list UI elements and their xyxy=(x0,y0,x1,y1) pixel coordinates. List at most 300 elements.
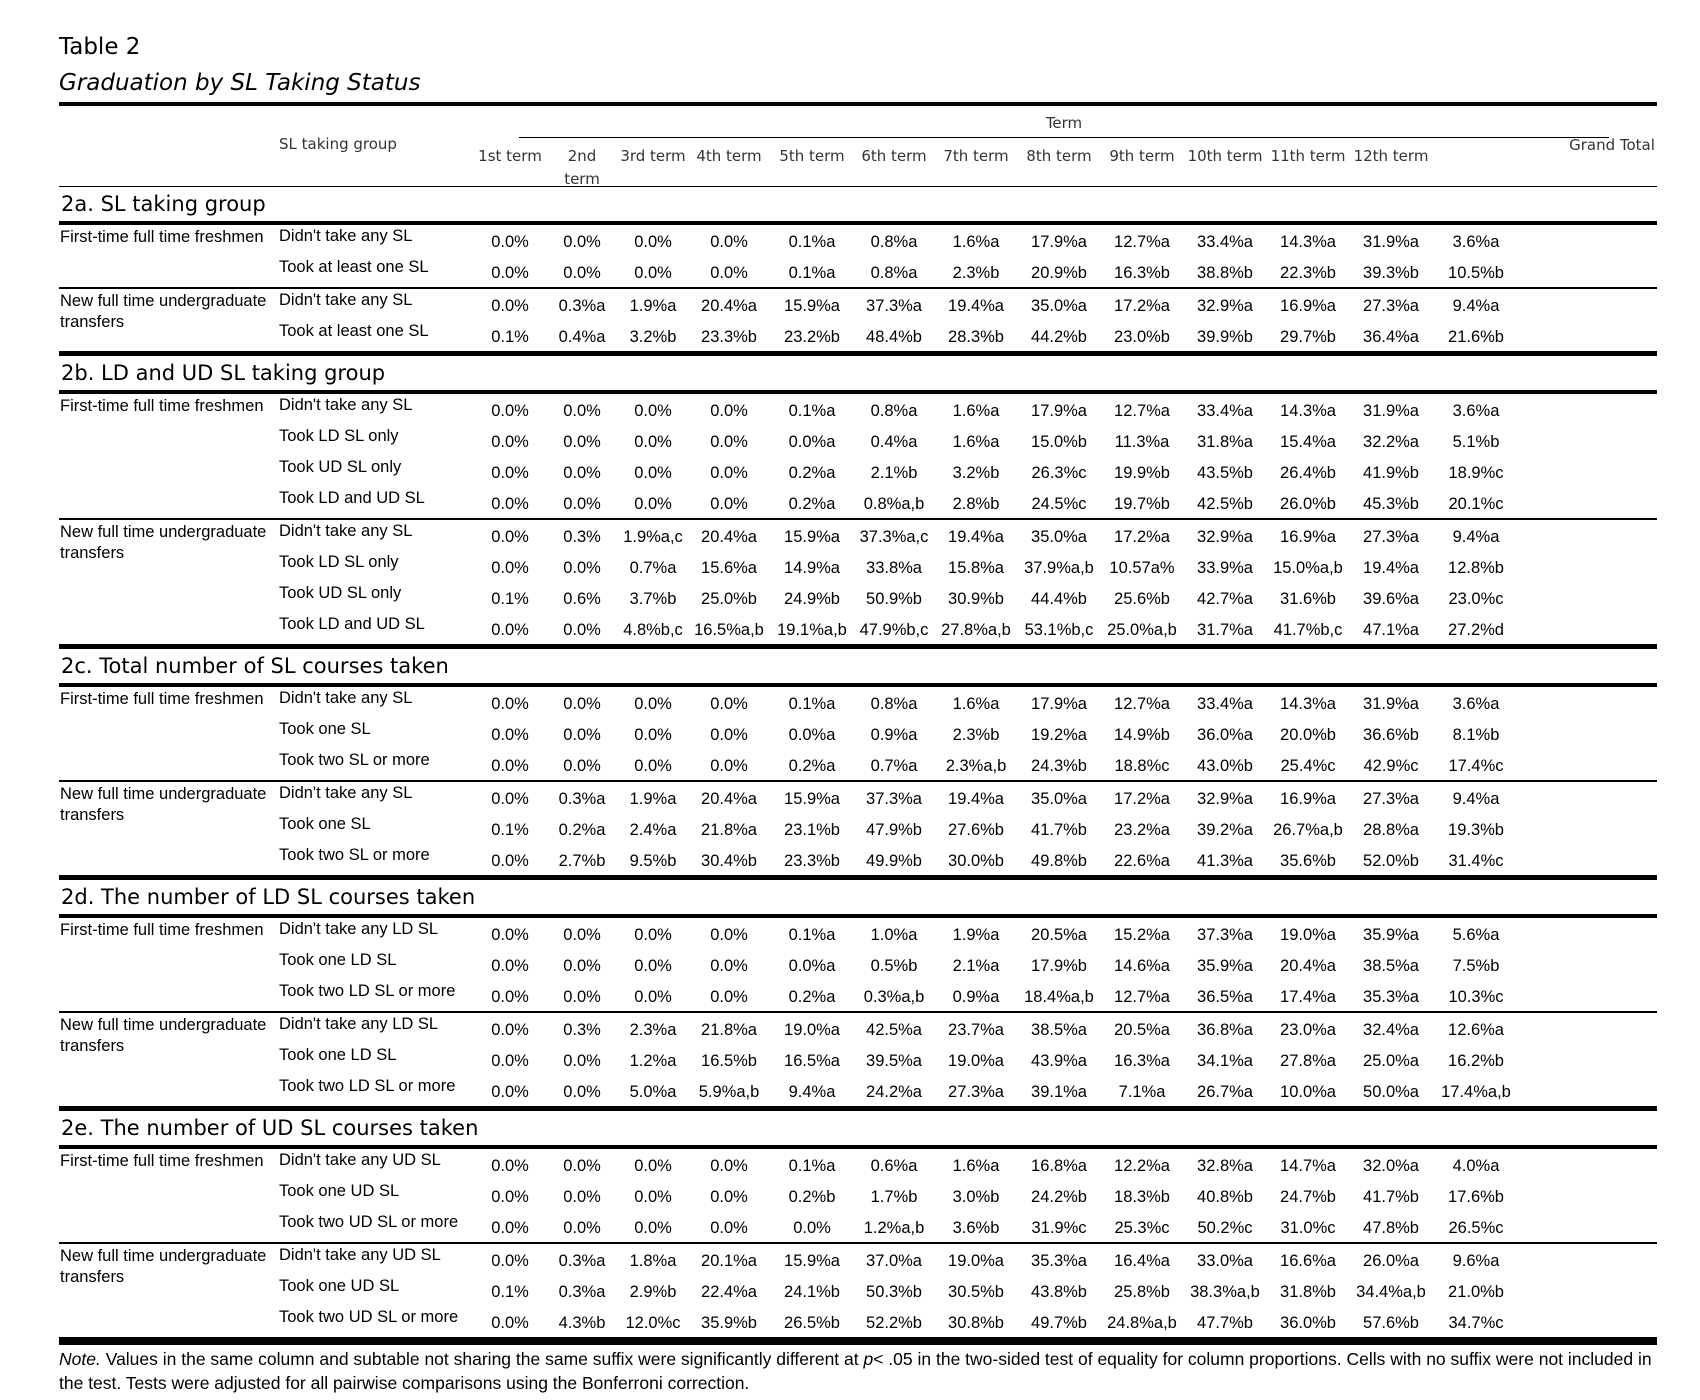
term-cell: 20.1%a xyxy=(701,1252,757,1270)
term-cell: 47.7%b xyxy=(1197,1314,1253,1332)
term-cell: 0.0% xyxy=(491,528,529,546)
table-row xyxy=(59,456,1657,487)
term-cell: 0.0% xyxy=(491,1188,529,1206)
term-cell: 15.2%a xyxy=(1114,926,1170,944)
group-name: First-time full time freshmen xyxy=(60,397,264,415)
term-cell: 0.0% xyxy=(491,433,529,451)
grand-total-cell: 7.5%b xyxy=(1452,957,1500,975)
term-cell: 36.5%a xyxy=(1197,988,1253,1006)
term-cell: 25.0%b xyxy=(701,590,757,608)
term-cell: 5.9%a,b xyxy=(698,1083,760,1101)
student-group xyxy=(59,225,1657,289)
grand-total-cell: 8.1%b xyxy=(1452,726,1500,744)
grand-total-cell: 17.4%c xyxy=(1448,757,1504,775)
term-cell: 0.0%a xyxy=(788,726,836,744)
term-cell: 0.8%a xyxy=(870,402,918,420)
term-cell: 0.0% xyxy=(563,495,601,513)
term-cell: 47.1%a xyxy=(1363,621,1419,639)
term-cell: 22.4%a xyxy=(701,1283,757,1301)
row-label: Took LD SL only xyxy=(279,553,399,571)
term-cell: 0.0% xyxy=(491,297,529,315)
term-cell: 42.7%a xyxy=(1197,590,1253,608)
term-cell: 39.6%a xyxy=(1363,590,1419,608)
term-cell: 0.0% xyxy=(491,559,529,577)
table-row xyxy=(59,1275,1657,1306)
term-cell: 40.8%b xyxy=(1197,1188,1253,1206)
term-cell: 24.5%c xyxy=(1031,495,1087,513)
term-cell: 0.0% xyxy=(491,1021,529,1039)
table-page xyxy=(59,30,1657,1395)
term-cell: 38.5%a xyxy=(1031,1021,1087,1039)
term-cell: 19.1%a,b xyxy=(777,621,847,639)
row-label: Took one SL xyxy=(279,815,371,833)
term-cell: 20.5%a xyxy=(1031,926,1087,944)
term-header-line1: 2nd xyxy=(567,147,597,165)
table-row xyxy=(59,1044,1657,1075)
term-cell: 44.2%b xyxy=(1031,328,1087,346)
term-cell: 37.9%a,b xyxy=(1024,559,1094,577)
term-cell: 17.2%a xyxy=(1114,790,1170,808)
term-cell: 1.2%a xyxy=(629,1052,677,1070)
term-cell: 33.8%a xyxy=(866,559,922,577)
table-row xyxy=(59,749,1657,780)
term-cell: 3.6%b xyxy=(952,1219,1000,1237)
table-row xyxy=(59,394,1657,425)
term-cell: 24.2%b xyxy=(1031,1188,1087,1206)
term-cell: 0.3% xyxy=(563,1021,601,1039)
grand-total-cell: 34.7%c xyxy=(1448,1314,1504,1332)
term-cell: 43.8%b xyxy=(1031,1283,1087,1301)
grand-total-cell: 31.4%c xyxy=(1448,852,1504,870)
term-column-header xyxy=(1265,145,1351,168)
term-cell: 0.0% xyxy=(710,264,748,282)
term-cell: 35.6%b xyxy=(1280,852,1336,870)
sl-taking-group-header: SL taking group xyxy=(279,135,397,153)
term-cell: 42.5%a xyxy=(866,1021,922,1039)
row-label: Didn't take any SL xyxy=(279,522,413,540)
term-cell: 17.4%a xyxy=(1280,988,1336,1006)
term-cell: 39.5%a xyxy=(866,1052,922,1070)
term-cell: 0.0% xyxy=(491,988,529,1006)
term-cell: 50.9%b xyxy=(866,590,922,608)
term-cell: 24.8%a,b xyxy=(1107,1314,1177,1332)
term-cell: 24.3%b xyxy=(1031,757,1087,775)
term-cell: 15.6%a xyxy=(701,559,757,577)
term-column-header xyxy=(1099,145,1185,168)
term-cell: 0.7%a xyxy=(870,757,918,775)
note-text-1: Values in the same column and subtable not sharing the same suffix were significantly different at xyxy=(100,1349,864,1369)
term-cell: 2.4%a xyxy=(629,821,677,839)
grand-total-header: Grand Total xyxy=(1569,136,1655,154)
column-header xyxy=(59,106,1657,186)
term-cell: 0.5%b xyxy=(870,957,918,975)
term-cell: 23.7%a xyxy=(948,1021,1004,1039)
row-label: Took LD SL only xyxy=(279,427,399,445)
term-cell: 14.3%a xyxy=(1280,233,1336,251)
table-row xyxy=(59,320,1657,351)
term-cell: 0.0% xyxy=(563,957,601,975)
term-cell: 1.6%a xyxy=(952,402,1000,420)
term-cell: 0.0% xyxy=(710,495,748,513)
grand-total-cell: 12.8%b xyxy=(1448,559,1504,577)
term-cell: 0.0% xyxy=(491,926,529,944)
note-prefix: Note. xyxy=(59,1349,101,1369)
term-cell: 0.2%a xyxy=(788,988,836,1006)
student-group xyxy=(59,1149,1657,1244)
term-cell: 0.0% xyxy=(793,1219,831,1237)
term-cell: 27.3%a xyxy=(1363,790,1419,808)
grand-total-cell: 10.5%b xyxy=(1448,264,1504,282)
term-cell: 36.6%b xyxy=(1363,726,1419,744)
term-cell: 35.9%b xyxy=(701,1314,757,1332)
grand-total-cell: 3.6%a xyxy=(1452,402,1500,420)
term-cell: 35.0%a xyxy=(1031,297,1087,315)
term-cell: 12.2%a xyxy=(1114,1157,1170,1175)
row-label: Didn't take any SL xyxy=(279,689,413,707)
term-cell: 44.4%b xyxy=(1031,590,1087,608)
term-cell: 15.0%a,b xyxy=(1273,559,1343,577)
term-cell: 33.4%a xyxy=(1197,695,1253,713)
term-header-line1: 11th term xyxy=(1270,147,1346,165)
term-cell: 15.4%a xyxy=(1280,433,1336,451)
term-cell: 48.4%b xyxy=(866,328,922,346)
term-cell: 14.6%a xyxy=(1114,957,1170,975)
term-cell: 10.57a% xyxy=(1109,559,1175,577)
term-cell: 0.3%a xyxy=(558,790,606,808)
term-cell: 0.0% xyxy=(491,621,529,639)
term-cell: 19.0%a xyxy=(784,1021,840,1039)
term-cell: 0.2%a xyxy=(788,464,836,482)
table-title: Graduation by SL Taking Status xyxy=(59,70,421,96)
term-cell: 34.1%a xyxy=(1197,1052,1253,1070)
term-cell: 39.9%b xyxy=(1197,328,1253,346)
term-header-line2: term xyxy=(564,170,600,188)
term-cell: 10.0%a xyxy=(1280,1083,1336,1101)
term-cell: 19.4%a xyxy=(1363,559,1419,577)
term-cell: 16.5%a xyxy=(784,1052,840,1070)
term-cell: 0.0% xyxy=(634,264,672,282)
term-header-line1: 6th term xyxy=(861,147,927,165)
term-cell: 0.1%a xyxy=(788,926,836,944)
term-cell: 38.5%a xyxy=(1363,957,1419,975)
term-cell: 0.0% xyxy=(634,433,672,451)
term-cell: 31.8%a xyxy=(1197,433,1253,451)
term-cell: 32.8%a xyxy=(1197,1157,1253,1175)
term-cell: 0.0% xyxy=(710,926,748,944)
term-cell: 42.9%c xyxy=(1363,757,1419,775)
section-title: 2b. LD and UD SL taking group xyxy=(59,355,1657,394)
term-header-line1: 3rd term xyxy=(620,147,686,165)
term-cell: 37.3%a xyxy=(866,790,922,808)
term-cell: 0.8%a,b xyxy=(863,495,925,513)
term-header-line1: 10th term xyxy=(1187,147,1263,165)
term-cell: 34.4%a,b xyxy=(1356,1283,1426,1301)
term-cell: 52.0%b xyxy=(1363,852,1419,870)
table-row xyxy=(59,582,1657,613)
term-cell: 2.9%b xyxy=(629,1283,677,1301)
grand-total-cell: 18.9%c xyxy=(1448,464,1504,482)
term-column-header xyxy=(851,145,937,168)
term-cell: 50.2%c xyxy=(1197,1219,1253,1237)
term-cell: 28.3%b xyxy=(948,328,1004,346)
term-cell: 22.6%a xyxy=(1114,852,1170,870)
term-cell: 35.0%a xyxy=(1031,790,1087,808)
term-cell: 0.0% xyxy=(491,790,529,808)
grand-total-cell: 12.6%a xyxy=(1448,1021,1504,1039)
term-cell: 12.7%a xyxy=(1114,988,1170,1006)
term-cell: 32.9%a xyxy=(1197,297,1253,315)
term-cell: 26.7%a,b xyxy=(1273,821,1343,839)
term-column-header xyxy=(1348,145,1434,168)
term-cell: 0.1%a xyxy=(788,264,836,282)
term-cell: 36.8%a xyxy=(1197,1021,1253,1039)
table-row xyxy=(59,1211,1657,1242)
term-cell: 2.3%a,b xyxy=(945,757,1007,775)
term-cell: 15.9%a xyxy=(784,790,840,808)
term-cell: 0.0% xyxy=(634,233,672,251)
term-cell: 17.2%a xyxy=(1114,297,1170,315)
student-group xyxy=(59,1013,1657,1110)
term-cell: 32.0%a xyxy=(1363,1157,1419,1175)
term-cell: 23.0%b xyxy=(1114,328,1170,346)
term-cell: 0.0% xyxy=(634,957,672,975)
row-label: Took one UD SL xyxy=(279,1277,400,1295)
term-cell: 49.8%b xyxy=(1031,852,1087,870)
table-row xyxy=(59,718,1657,749)
term-cell: 0.0% xyxy=(491,1083,529,1101)
term-cell: 0.0% xyxy=(491,757,529,775)
term-cell: 37.3%a xyxy=(866,297,922,315)
term-cell: 0.0% xyxy=(563,233,601,251)
term-cell: 42.5%b xyxy=(1197,495,1253,513)
term-cell: 41.3%a xyxy=(1197,852,1253,870)
table-row xyxy=(59,980,1657,1011)
term-cell: 16.5%a,b xyxy=(694,621,764,639)
table-row xyxy=(59,289,1657,320)
grand-total-cell: 9.4%a xyxy=(1452,297,1500,315)
term-cell: 12.7%a xyxy=(1114,233,1170,251)
term-cell: 0.0% xyxy=(634,1188,672,1206)
term-cell: 16.6%a xyxy=(1280,1252,1336,1270)
term-cell: 53.1%b,c xyxy=(1024,621,1094,639)
term-cell: 39.1%a xyxy=(1031,1083,1087,1101)
term-cell: 0.0% xyxy=(563,695,601,713)
term-cell: 0.1%a xyxy=(788,1157,836,1175)
term-cell: 0.0% xyxy=(491,1157,529,1175)
term-cell: 26.4%b xyxy=(1280,464,1336,482)
term-cell: 0.0% xyxy=(491,402,529,420)
group-name: First-time full time freshmen xyxy=(60,690,264,708)
term-cell: 25.3%c xyxy=(1114,1219,1170,1237)
term-cell: 39.2%a xyxy=(1197,821,1253,839)
term-cell: 1.8%a xyxy=(629,1252,677,1270)
row-label: Didn't take any UD SL xyxy=(279,1246,441,1264)
term-cell: 32.9%a xyxy=(1197,528,1253,546)
term-column-header xyxy=(769,145,855,168)
term-cell: 33.9%a xyxy=(1197,559,1253,577)
term-cell: 0.9%a xyxy=(952,988,1000,1006)
table-row xyxy=(59,813,1657,844)
student-group xyxy=(59,394,1657,520)
term-cell: 0.0% xyxy=(710,726,748,744)
term-cell: 0.0% xyxy=(563,926,601,944)
term-cell: 12.7%a xyxy=(1114,695,1170,713)
term-cell: 0.0% xyxy=(710,233,748,251)
term-cell: 7.1%a xyxy=(1118,1083,1166,1101)
term-cell: 0.0% xyxy=(563,433,601,451)
table-row xyxy=(59,1149,1657,1180)
table-row xyxy=(59,613,1657,644)
term-cell: 0.0% xyxy=(491,495,529,513)
term-cell: 26.0%a xyxy=(1363,1252,1419,1270)
group-name: New full time undergraduate transfers xyxy=(60,523,267,562)
term-cell: 20.4%a xyxy=(701,297,757,315)
term-cell: 20.4%a xyxy=(701,528,757,546)
term-cell: 38.8%b xyxy=(1197,264,1253,282)
term-header-line1: 1st term xyxy=(478,147,542,165)
term-cell: 0.0% xyxy=(563,559,601,577)
row-label: Took two LD SL or more xyxy=(279,1077,456,1095)
term-cell: 15.8%a xyxy=(948,559,1004,577)
grand-total-cell: 3.6%a xyxy=(1452,233,1500,251)
table-row xyxy=(59,551,1657,582)
grand-total-cell: 26.5%c xyxy=(1448,1219,1504,1237)
term-cell: 0.2%a xyxy=(788,757,836,775)
term-cell: 0.0% xyxy=(634,402,672,420)
row-label: Took one LD SL xyxy=(279,1046,397,1064)
grand-total-cell: 17.4%a,b xyxy=(1441,1083,1511,1101)
term-cell: 0.8%a xyxy=(870,264,918,282)
row-label: Took two SL or more xyxy=(279,846,430,864)
term-cell: 32.2%a xyxy=(1363,433,1419,451)
table-row xyxy=(59,1075,1657,1106)
table-row xyxy=(59,1306,1657,1337)
term-cell: 35.3%a xyxy=(1031,1252,1087,1270)
term-cell: 19.9%b xyxy=(1114,464,1170,482)
term-cell: 0.2%a xyxy=(558,821,606,839)
row-label: Took two SL or more xyxy=(279,751,430,769)
term-cell: 43.0%b xyxy=(1197,757,1253,775)
term-cell: 32.9%a xyxy=(1197,790,1253,808)
term-cell: 24.7%b xyxy=(1280,1188,1336,1206)
term-cell: 0.0% xyxy=(634,464,672,482)
row-label: Took two LD SL or more xyxy=(279,982,456,1000)
grand-total-cell: 10.3%c xyxy=(1448,988,1504,1006)
term-cell: 39.3%b xyxy=(1363,264,1419,282)
term-cell: 0.0% xyxy=(710,695,748,713)
term-cell: 0.0% xyxy=(563,402,601,420)
term-cell: 0.3% xyxy=(563,528,601,546)
term-cell: 19.4%a xyxy=(948,528,1004,546)
grand-total-cell: 16.2%b xyxy=(1448,1052,1504,1070)
term-cell: 16.5%b xyxy=(701,1052,757,1070)
term-header-rule xyxy=(519,137,1609,138)
row-label: Took UD SL only xyxy=(279,584,402,602)
row-label: Didn't take any SL xyxy=(279,227,413,245)
term-cell: 0.4%a xyxy=(870,433,918,451)
term-cell: 0.6% xyxy=(563,590,601,608)
term-cell: 31.7%a xyxy=(1197,621,1253,639)
term-cell: 29.7%b xyxy=(1280,328,1336,346)
term-cell: 23.2%b xyxy=(784,328,840,346)
row-label: Took at least one SL xyxy=(279,258,429,276)
note-p: p xyxy=(863,1349,874,1369)
term-cell: 0.0% xyxy=(491,1252,529,1270)
term-cell: 31.9%a xyxy=(1363,233,1419,251)
table-row xyxy=(59,844,1657,875)
term-cell: 1.7%b xyxy=(870,1188,918,1206)
term-cell: 0.0% xyxy=(563,464,601,482)
term-cell: 0.1% xyxy=(491,328,529,346)
row-label: Took one SL xyxy=(279,720,371,738)
term-cell: 23.2%a xyxy=(1114,821,1170,839)
group-name: First-time full time freshmen xyxy=(60,1152,264,1170)
student-group xyxy=(59,782,1657,879)
term-cell: 1.0%a xyxy=(870,926,918,944)
term-cell: 31.0%c xyxy=(1280,1219,1336,1237)
term-cell: 24.2%a xyxy=(866,1083,922,1101)
term-cell: 31.9%a xyxy=(1363,695,1419,713)
term-cell: 24.9%b xyxy=(784,590,840,608)
term-header: Term xyxy=(1045,114,1083,132)
term-cell: 3.2%b xyxy=(629,328,677,346)
term-cell: 37.0%a xyxy=(866,1252,922,1270)
term-cell: 14.3%a xyxy=(1280,695,1336,713)
student-group xyxy=(59,1244,1657,1341)
term-cell: 23.1%b xyxy=(784,821,840,839)
row-label: Took two UD SL or more xyxy=(279,1213,459,1231)
term-cell: 30.9%b xyxy=(948,590,1004,608)
term-cell: 41.7%b xyxy=(1363,1188,1419,1206)
term-cell: 20.5%a xyxy=(1114,1021,1170,1039)
term-cell: 0.0% xyxy=(563,988,601,1006)
row-label: Took two UD SL or more xyxy=(279,1308,459,1326)
term-cell: 30.5%b xyxy=(948,1283,1004,1301)
row-label: Didn't take any LD SL xyxy=(279,1015,439,1033)
term-cell: 0.0% xyxy=(634,1157,672,1175)
term-cell: 0.8%a xyxy=(870,233,918,251)
group-name: First-time full time freshmen xyxy=(60,228,264,246)
term-cell: 0.2%a xyxy=(788,495,836,513)
term-cell: 2.7%b xyxy=(558,852,606,870)
term-cell: 0.0% xyxy=(634,757,672,775)
term-cell: 30.0%b xyxy=(948,852,1004,870)
term-cell: 0.6%a xyxy=(870,1157,918,1175)
term-cell: 19.0%a xyxy=(948,1052,1004,1070)
term-cell: 0.7%a xyxy=(629,559,677,577)
grand-total-cell: 21.6%b xyxy=(1448,328,1504,346)
term-cell: 0.0% xyxy=(491,852,529,870)
term-cell: 3.7%b xyxy=(629,590,677,608)
term-cell: 0.3%a,b xyxy=(863,988,925,1006)
row-label: Took LD and UD SL xyxy=(279,615,425,633)
term-column-header xyxy=(610,145,696,168)
term-cell: 16.9%a xyxy=(1280,528,1336,546)
term-cell: 16.8%a xyxy=(1031,1157,1087,1175)
group-name: First-time full time freshmen xyxy=(60,921,264,939)
student-group xyxy=(59,520,1657,648)
term-cell: 0.0% xyxy=(563,757,601,775)
term-cell: 0.4%a xyxy=(558,328,606,346)
term-cell: 30.4%b xyxy=(701,852,757,870)
term-cell: 57.6%b xyxy=(1363,1314,1419,1332)
term-cell: 0.1% xyxy=(491,1283,529,1301)
term-cell: 0.0% xyxy=(563,1052,601,1070)
term-column-header xyxy=(933,145,1019,168)
term-cell: 25.8%b xyxy=(1114,1283,1170,1301)
grand-total-cell: 23.0%c xyxy=(1448,590,1504,608)
group-name: New full time undergraduate transfers xyxy=(60,785,267,824)
